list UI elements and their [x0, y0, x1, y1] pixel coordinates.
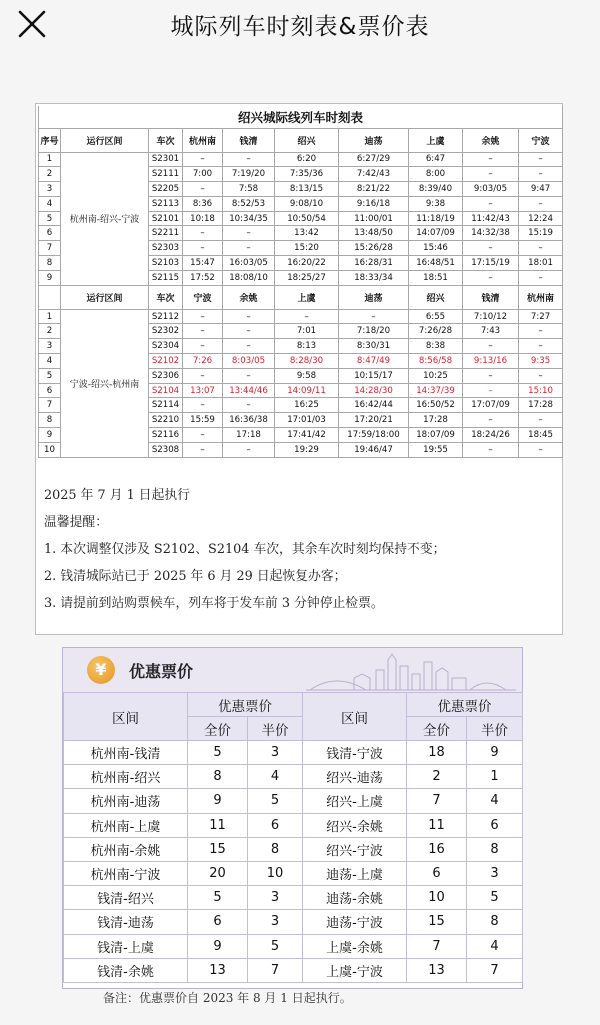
- train-cell: S2104: [149, 383, 183, 398]
- time-cell: 10:34/35: [223, 211, 275, 226]
- header-station: 余姚: [463, 128, 519, 152]
- train-cell: S2210: [149, 413, 183, 428]
- seq-cell: 2: [39, 324, 61, 339]
- fare-full-cell: 6: [407, 861, 467, 885]
- time-cell: –: [223, 398, 275, 413]
- fare-header-fare: 优惠票价: [188, 693, 303, 717]
- top-bar: [0, 0, 600, 48]
- fare-section-cell: 钱清-余姚: [64, 958, 188, 982]
- time-cell: 19:55: [409, 442, 463, 457]
- fare-section-cell: 绍兴-宁波: [303, 837, 407, 861]
- time-cell: 17:18: [223, 428, 275, 443]
- fare-full-cell: 7: [407, 789, 467, 813]
- fare-full-cell: 6: [188, 910, 248, 934]
- train-cell: S2301: [149, 152, 183, 167]
- time-cell: –: [339, 309, 409, 324]
- time-cell: 8:00: [409, 167, 463, 182]
- seq-cell: 5: [39, 368, 61, 383]
- time-cell: –: [519, 324, 563, 339]
- seq-cell: 4: [39, 196, 61, 211]
- route-cell: 宁波-绍兴-杭州南: [61, 309, 149, 457]
- time-cell: 14:37/39: [409, 383, 463, 398]
- train-cell: S2303: [149, 241, 183, 256]
- page-title: 城际列车时刻表&票价表: [170, 14, 430, 40]
- time-cell: 13:07: [183, 383, 223, 398]
- header-train: 车次: [149, 285, 183, 309]
- fare-half-cell: 10: [248, 861, 303, 885]
- fare-full-cell: 13: [407, 958, 467, 982]
- fare-half-cell: 1: [467, 765, 523, 789]
- fare-full-cell: 15: [188, 837, 248, 861]
- train-cell: S2115: [149, 270, 183, 285]
- time-cell: 15:47: [183, 256, 223, 271]
- time-cell: 8:30/31: [339, 339, 409, 354]
- time-cell: 18:51: [409, 270, 463, 285]
- time-cell: 10:18: [183, 211, 223, 226]
- fare-half-cell: 6: [248, 813, 303, 837]
- fare-half-cell: 7: [248, 958, 303, 982]
- time-cell: –: [183, 182, 223, 197]
- fare-section-cell: 钱清-绍兴: [64, 886, 188, 910]
- fare-half-cell: 7: [467, 958, 523, 982]
- fare-full-cell: 13: [188, 958, 248, 982]
- time-cell: –: [183, 339, 223, 354]
- fare-full-cell: 7: [407, 934, 467, 958]
- time-cell: 7:19/20: [223, 167, 275, 182]
- time-cell: 7:18/20: [339, 324, 409, 339]
- time-cell: 18:01: [519, 256, 563, 271]
- fare-note: 备注：优惠票价自 2023 年 8 月 1 日起执行。: [103, 991, 352, 1005]
- fare-header-full: 全价: [407, 717, 467, 741]
- fare-full-cell: 9: [188, 789, 248, 813]
- seq-cell: 8: [39, 256, 61, 271]
- time-cell: 11:00/01: [339, 211, 409, 226]
- fare-section-cell: 绍兴-迪荡: [303, 765, 407, 789]
- fare-section-cell: 绍兴-余姚: [303, 813, 407, 837]
- header-station: 迪荡: [339, 128, 409, 152]
- time-cell: –: [223, 309, 275, 324]
- time-cell: 15:20: [275, 241, 339, 256]
- time-cell: –: [183, 324, 223, 339]
- fare-section-cell: 杭州南-余姚: [64, 837, 188, 861]
- time-cell: –: [463, 167, 519, 182]
- seq-cell: 6: [39, 383, 61, 398]
- seq-cell: 10: [39, 442, 61, 457]
- time-cell: –: [463, 442, 519, 457]
- train-cell: S2116: [149, 428, 183, 443]
- time-cell: –: [183, 226, 223, 241]
- train-cell: S2306: [149, 368, 183, 383]
- time-cell: 15:46: [409, 241, 463, 256]
- fare-full-cell: 5: [188, 886, 248, 910]
- seq-cell: 1: [39, 152, 61, 167]
- fare-full-cell: 9: [188, 934, 248, 958]
- time-cell: –: [519, 368, 563, 383]
- header-seq: 序号: [39, 128, 61, 152]
- train-cell: S2308: [149, 442, 183, 457]
- time-cell: 18:24/26: [463, 428, 519, 443]
- time-cell: –: [463, 339, 519, 354]
- fare-full-cell: 16: [407, 837, 467, 861]
- fare-section-cell: 迪荡-上虞: [303, 861, 407, 885]
- header-station: 上虞: [409, 128, 463, 152]
- fare-half-cell: 9: [467, 741, 523, 765]
- time-cell: 7:42/43: [339, 167, 409, 182]
- time-cell: 9:58: [275, 368, 339, 383]
- seq-cell: 7: [39, 398, 61, 413]
- time-cell: –: [183, 428, 223, 443]
- time-cell: –: [463, 368, 519, 383]
- fare-table: [63, 692, 523, 983]
- time-cell: 16:42/44: [339, 398, 409, 413]
- time-cell: 16:25: [275, 398, 339, 413]
- time-cell: 18:33/34: [339, 270, 409, 285]
- time-cell: 15:26/28: [339, 241, 409, 256]
- seq-cell: 3: [39, 182, 61, 197]
- header-station: 宁波: [183, 285, 223, 309]
- timetable-row: [39, 309, 563, 324]
- skyline-illustration-icon: [306, 650, 516, 692]
- fare-card: [62, 647, 523, 989]
- header-station: 钱清: [463, 285, 519, 309]
- train-cell: S2112: [149, 309, 183, 324]
- time-cell: 17:41/42: [275, 428, 339, 443]
- time-cell: 7:26/28: [409, 324, 463, 339]
- effective-date: 2025 年 7 月 1 日起执行: [44, 488, 190, 503]
- seq-cell: 2: [39, 167, 61, 182]
- seq-cell: 1: [39, 309, 61, 324]
- time-cell: 8:13/15: [275, 182, 339, 197]
- time-cell: 11:18/19: [409, 211, 463, 226]
- time-cell: –: [183, 241, 223, 256]
- seq-cell: 7: [39, 241, 61, 256]
- time-cell: 13:48/50: [339, 226, 409, 241]
- time-cell: 10:25: [409, 368, 463, 383]
- time-cell: 18:08/10: [223, 270, 275, 285]
- time-cell: 13:42: [275, 226, 339, 241]
- fare-full-cell: 15: [407, 910, 467, 934]
- time-cell: 8:36: [183, 196, 223, 211]
- timetable-title: 绍兴城际线列车时刻表: [39, 106, 563, 128]
- seq-cell: 4: [39, 354, 61, 369]
- time-cell: –: [223, 324, 275, 339]
- time-cell: 7:43: [463, 324, 519, 339]
- train-cell: S2103: [149, 256, 183, 271]
- fare-full-cell: 5: [188, 741, 248, 765]
- header-station: 迪荡: [339, 285, 409, 309]
- train-cell: S2114: [149, 398, 183, 413]
- route-cell: 杭州南-绍兴-宁波: [61, 152, 149, 285]
- time-cell: 13:44/46: [223, 383, 275, 398]
- timetable-header-row: [39, 285, 563, 309]
- time-cell: –: [223, 368, 275, 383]
- time-cell: 16:50/52: [409, 398, 463, 413]
- train-cell: S2302: [149, 324, 183, 339]
- time-cell: 16:36/38: [223, 413, 275, 428]
- header-seq: [39, 285, 61, 309]
- header-station: 杭州南: [519, 285, 563, 309]
- time-cell: 17:15/19: [463, 256, 519, 271]
- fare-row: [64, 910, 523, 934]
- seq-cell: 5: [39, 211, 61, 226]
- time-cell: –: [223, 442, 275, 457]
- fare-section-cell: 钱清-上虞: [64, 934, 188, 958]
- time-cell: –: [183, 152, 223, 167]
- reminder-title: 温馨提醒：: [44, 515, 108, 530]
- header-route: 运行区间: [61, 128, 149, 152]
- time-cell: 17:20/21: [339, 413, 409, 428]
- time-cell: –: [463, 413, 519, 428]
- time-cell: 10:50/54: [275, 211, 339, 226]
- time-cell: 8:52/53: [223, 196, 275, 211]
- time-cell: 8:38: [409, 339, 463, 354]
- fare-header-row: [64, 693, 523, 717]
- time-cell: 14:07/09: [409, 226, 463, 241]
- fare-section-cell: 杭州南-宁波: [64, 861, 188, 885]
- train-cell: S2101: [149, 211, 183, 226]
- yen-coin-icon: ¥: [87, 656, 115, 684]
- time-cell: 14:32/38: [463, 226, 519, 241]
- time-cell: 9:08/10: [275, 196, 339, 211]
- fare-section-cell: 上虞-余姚: [303, 934, 407, 958]
- fare-half-cell: 4: [467, 934, 523, 958]
- fare-section-cell: 钱清-宁波: [303, 741, 407, 765]
- timetable-title-row: [39, 106, 563, 128]
- timetable-header-row: [39, 128, 563, 152]
- fare-row: [64, 958, 523, 982]
- fare-half-cell: 4: [248, 765, 303, 789]
- time-cell: 17:28: [409, 413, 463, 428]
- timetable-notes: [44, 482, 560, 617]
- header-route: 运行区间: [61, 285, 149, 309]
- fare-half-cell: 8: [467, 837, 523, 861]
- fare-section-cell: 杭州南-钱清: [64, 741, 188, 765]
- train-cell: S2304: [149, 339, 183, 354]
- fare-full-cell: 8: [188, 765, 248, 789]
- time-cell: 18:07/09: [409, 428, 463, 443]
- fare-section-cell: 杭州南-迪荡: [64, 789, 188, 813]
- time-cell: 7:27: [519, 309, 563, 324]
- fare-section-cell: 绍兴-上虞: [303, 789, 407, 813]
- fare-header-fare: 优惠票价: [407, 693, 523, 717]
- time-cell: –: [519, 339, 563, 354]
- time-cell: –: [183, 398, 223, 413]
- time-cell: –: [223, 241, 275, 256]
- fare-header-section: 区间: [64, 693, 188, 741]
- fare-full-cell: 10: [407, 886, 467, 910]
- fare-header-section: 区间: [303, 693, 407, 741]
- header-station: 杭州南: [183, 128, 223, 152]
- time-cell: 6:47: [409, 152, 463, 167]
- time-cell: –: [519, 270, 563, 285]
- time-cell: 19:29: [275, 442, 339, 457]
- timetable-row: [39, 152, 563, 167]
- time-cell: 7:01: [275, 324, 339, 339]
- time-cell: 10:15/17: [339, 368, 409, 383]
- fare-half-cell: 5: [248, 789, 303, 813]
- fare-section-cell: 上虞-宁波: [303, 958, 407, 982]
- time-cell: 7:10/12: [463, 309, 519, 324]
- time-cell: 6:55: [409, 309, 463, 324]
- time-cell: –: [463, 152, 519, 167]
- time-cell: –: [463, 383, 519, 398]
- time-cell: 9:13/16: [463, 354, 519, 369]
- fare-full-cell: 11: [407, 813, 467, 837]
- train-cell: S2111: [149, 167, 183, 182]
- train-cell: S2113: [149, 196, 183, 211]
- time-cell: 9:03/05: [463, 182, 519, 197]
- time-cell: 12:24: [519, 211, 563, 226]
- fare-full-cell: 18: [407, 741, 467, 765]
- fare-full-cell: 20: [188, 861, 248, 885]
- fare-row: [64, 789, 523, 813]
- fare-row: [64, 813, 523, 837]
- time-cell: –: [183, 368, 223, 383]
- fare-half-cell: 3: [467, 861, 523, 885]
- time-cell: 8:13: [275, 339, 339, 354]
- fare-header-half: 半价: [248, 717, 303, 741]
- note-item: 2. 钱清城际站已于 2025 年 6 月 29 日起恢复办客；: [44, 569, 347, 584]
- time-cell: –: [519, 241, 563, 256]
- fare-full-cell: 11: [188, 813, 248, 837]
- time-cell: –: [519, 442, 563, 457]
- time-cell: –: [183, 442, 223, 457]
- time-cell: –: [519, 152, 563, 167]
- time-cell: 17:28: [519, 398, 563, 413]
- fare-half-cell: 5: [248, 934, 303, 958]
- header-station: 上虞: [275, 285, 339, 309]
- fare-header-half: 半价: [467, 717, 523, 741]
- train-cell: S2102: [149, 354, 183, 369]
- timetable: [38, 106, 563, 458]
- fare-title: 优惠票价: [129, 662, 194, 681]
- fare-section-cell: 迪荡-宁波: [303, 910, 407, 934]
- fare-section-cell: 迪荡-余姚: [303, 886, 407, 910]
- time-cell: 9:38: [409, 196, 463, 211]
- header-station: 绍兴: [275, 128, 339, 152]
- fare-half-cell: 3: [248, 910, 303, 934]
- time-cell: 9:35: [519, 354, 563, 369]
- header-train: 车次: [149, 128, 183, 152]
- time-cell: 16:20/22: [275, 256, 339, 271]
- time-cell: 16:03/05: [223, 256, 275, 271]
- fare-header-full: 全价: [188, 717, 248, 741]
- fare-section-cell: 杭州南-上虞: [64, 813, 188, 837]
- time-cell: 15:10: [519, 383, 563, 398]
- fare-half-cell: 6: [467, 813, 523, 837]
- note-item: 1. 本次调整仅涉及 S2102、S2104 车次，其余车次时刻均保持不变；: [44, 542, 446, 557]
- time-cell: –: [463, 196, 519, 211]
- time-cell: 7:00: [183, 167, 223, 182]
- time-cell: –: [223, 339, 275, 354]
- time-cell: 9:47: [519, 182, 563, 197]
- header-station: 钱清: [223, 128, 275, 152]
- time-cell: 16:28/31: [339, 256, 409, 271]
- header-station: 余姚: [223, 285, 275, 309]
- fare-half-cell: 3: [248, 741, 303, 765]
- time-cell: 11:42/43: [463, 211, 519, 226]
- time-cell: 17:01/03: [275, 413, 339, 428]
- train-cell: S2205: [149, 182, 183, 197]
- seq-cell: 9: [39, 270, 61, 285]
- header-station: 绍兴: [409, 285, 463, 309]
- time-cell: 8:21/22: [339, 182, 409, 197]
- fare-row: [64, 886, 523, 910]
- time-cell: –: [463, 241, 519, 256]
- time-cell: 19:46/47: [339, 442, 409, 457]
- seq-cell: 9: [39, 428, 61, 443]
- time-cell: 6:27/29: [339, 152, 409, 167]
- time-cell: –: [223, 152, 275, 167]
- seq-cell: 8: [39, 413, 61, 428]
- timetable-card: [35, 103, 563, 635]
- time-cell: –: [463, 270, 519, 285]
- seq-cell: 6: [39, 226, 61, 241]
- time-cell: 17:07/09: [463, 398, 519, 413]
- time-cell: 8:03/05: [223, 354, 275, 369]
- train-cell: S2211: [149, 226, 183, 241]
- fare-row: [64, 861, 523, 885]
- fare-section-cell: 杭州南-绍兴: [64, 765, 188, 789]
- fare-header: [63, 648, 522, 692]
- time-cell: 15:59: [183, 413, 223, 428]
- fare-row: [64, 934, 523, 958]
- time-cell: –: [275, 309, 339, 324]
- fare-row: [64, 741, 523, 765]
- time-cell: –: [223, 226, 275, 241]
- time-cell: –: [519, 413, 563, 428]
- time-cell: 8:28/30: [275, 354, 339, 369]
- time-cell: 9:16/18: [339, 196, 409, 211]
- time-cell: –: [519, 196, 563, 211]
- note-item: 3. 请提前到站购票候车，列车将于发车前 3 分钟停止检票。: [44, 596, 384, 611]
- fare-full-cell: 2: [407, 765, 467, 789]
- fare-half-cell: 5: [467, 886, 523, 910]
- fare-half-cell: 8: [248, 837, 303, 861]
- time-cell: 8:39/40: [409, 182, 463, 197]
- fare-half-cell: 4: [467, 789, 523, 813]
- time-cell: 8:47/49: [339, 354, 409, 369]
- time-cell: 15:19: [519, 226, 563, 241]
- header-station: 宁波: [519, 128, 563, 152]
- time-cell: 6:20: [275, 152, 339, 167]
- fare-half-cell: 8: [467, 910, 523, 934]
- time-cell: –: [183, 309, 223, 324]
- time-cell: –: [519, 167, 563, 182]
- fare-half-cell: 3: [248, 886, 303, 910]
- time-cell: 8:56/58: [409, 354, 463, 369]
- fare-row: [64, 837, 523, 861]
- time-cell: 14:28/30: [339, 383, 409, 398]
- seq-cell: 3: [39, 339, 61, 354]
- time-cell: 18:45: [519, 428, 563, 443]
- fare-section-cell: 钱清-迪荡: [64, 910, 188, 934]
- time-cell: 18:25/27: [275, 270, 339, 285]
- time-cell: 7:58: [223, 182, 275, 197]
- time-cell: 7:35/36: [275, 167, 339, 182]
- time-cell: 16:48/51: [409, 256, 463, 271]
- fare-row: [64, 765, 523, 789]
- time-cell: 14:09/11: [275, 383, 339, 398]
- time-cell: 17:59/18:00: [339, 428, 409, 443]
- time-cell: 17:52: [183, 270, 223, 285]
- time-cell: 7:26: [183, 354, 223, 369]
